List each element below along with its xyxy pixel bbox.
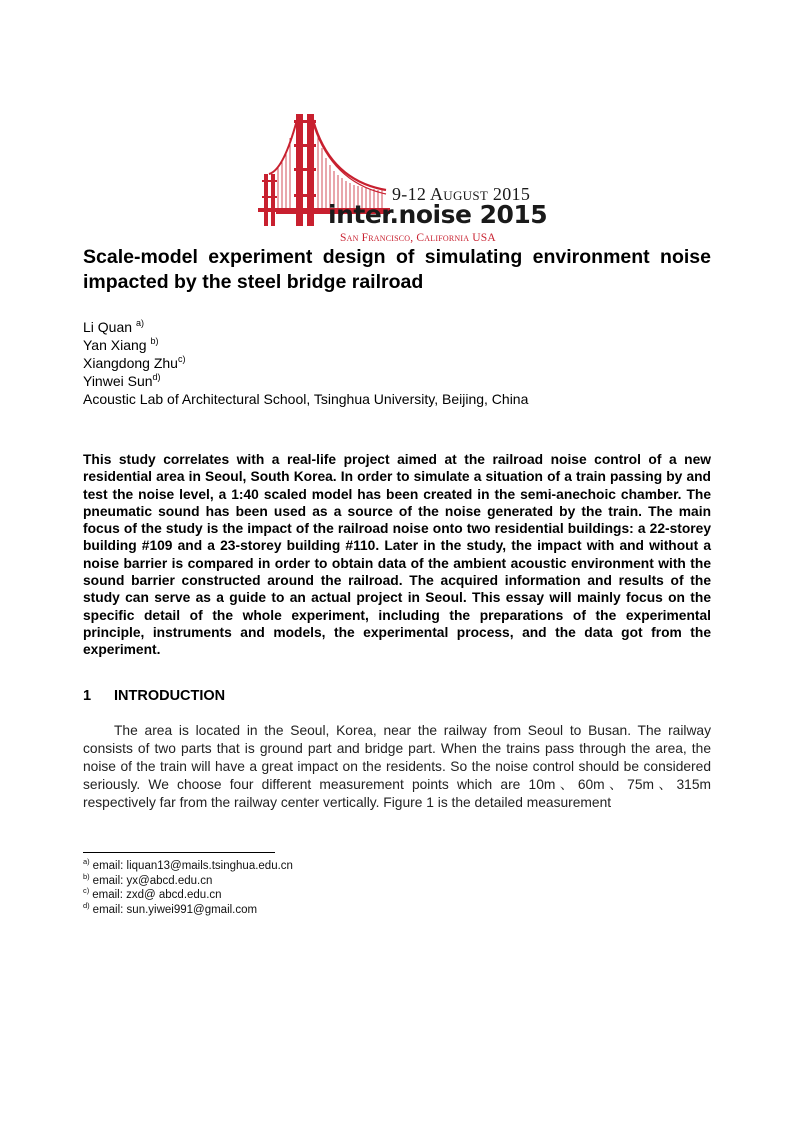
golden-gate-bridge-icon [258, 110, 540, 250]
author-line [83, 354, 711, 372]
footnote-text: email: yx@abcd.edu.cn [92, 874, 213, 887]
author-name: Xiangdong Zhu [83, 355, 178, 371]
footnote [83, 871, 293, 889]
footnote [83, 900, 293, 918]
footnote-text: email: liquan13@mails.tsinghua.edu.cn [92, 860, 293, 872]
author-mark: d) [152, 372, 161, 382]
paper-title: Scale-model experiment design of simulating environment noise impacted by the steel bridge railroad [83, 246, 711, 293]
conference-logo [258, 110, 548, 250]
footnote-mark: a) [83, 857, 90, 866]
author-line [83, 372, 711, 390]
footnote-text: email: sun.yiwei991@gmail.com [92, 903, 258, 916]
footnotes [83, 859, 293, 917]
section-heading [83, 688, 225, 704]
footnote-mark: c) [83, 886, 90, 895]
author-mark: a) [135, 318, 144, 328]
footnote-mark: b) [83, 871, 90, 881]
footnote [83, 888, 293, 903]
footnote-text: email: zxd@ abcd.edu.cn [92, 889, 222, 901]
affiliation: Acoustic Lab of Architectural School, Tsinghua University, Beijing, China [83, 391, 529, 407]
section-title: INTRODUCTION [114, 688, 226, 704]
author-name: Yan Xiang [83, 337, 147, 353]
footnote [83, 859, 293, 874]
body-paragraph: The area is located in the Seoul, Korea, near the railway from Seoul to Busan. The railway consists of two parts that is ground part and bridge part. When the trains pass through the area, the noise of the train will have a great impact on the residents. So the noise control should be considered seriously. We choose four different measurement points which are 10m、60m、75m、315m respectively far from the railway center vertically. Figure 1 is the detailed measurement [83, 723, 711, 810]
conference-date: 9-12 August 2015 [392, 184, 531, 204]
author-name: Yinwei Sun [83, 373, 153, 389]
abstract: This study correlates with a real-life project aimed at the railroad noise control of a new residential area in Seoul, South Korea. In order to simulate a situation of a train passing by and test the noise level, a 1:40 scaled model has been created in the semi-anechoic chamber. The pneumatic sound has been used as a source of the noise generated by the train. The main focus of the study is the impact of the railroad noise onto two residential buildings: a 22-storey building #109 and a 23-storey building #110. Later in the study, the impact with and without a noise barrier is compared in order to obtain data of the ambient acoustic environment with the sound barrier constructed around the railroad. The acquired information and results of the study can serve as a guide to an actual project in Seoul. This essay will mainly focus on the specific detail of the whole experiment, including the preparations of the experimental principle, instruments and models, the experimental process, and the data got from the experiment. [83, 452, 711, 658]
author-block [83, 318, 711, 408]
footnote-divider [83, 852, 275, 853]
author-line [83, 318, 711, 336]
author-name: Li Quan [83, 319, 133, 335]
conference-brand: inter.noise 2015 [328, 200, 548, 229]
author-mark: c) [177, 354, 186, 364]
author-line [83, 336, 711, 354]
footnote-mark: d) [83, 900, 90, 910]
section-number: 1 [83, 688, 92, 704]
author-mark: b) [150, 336, 159, 346]
conference-location: San Francisco, California USA [340, 232, 496, 244]
